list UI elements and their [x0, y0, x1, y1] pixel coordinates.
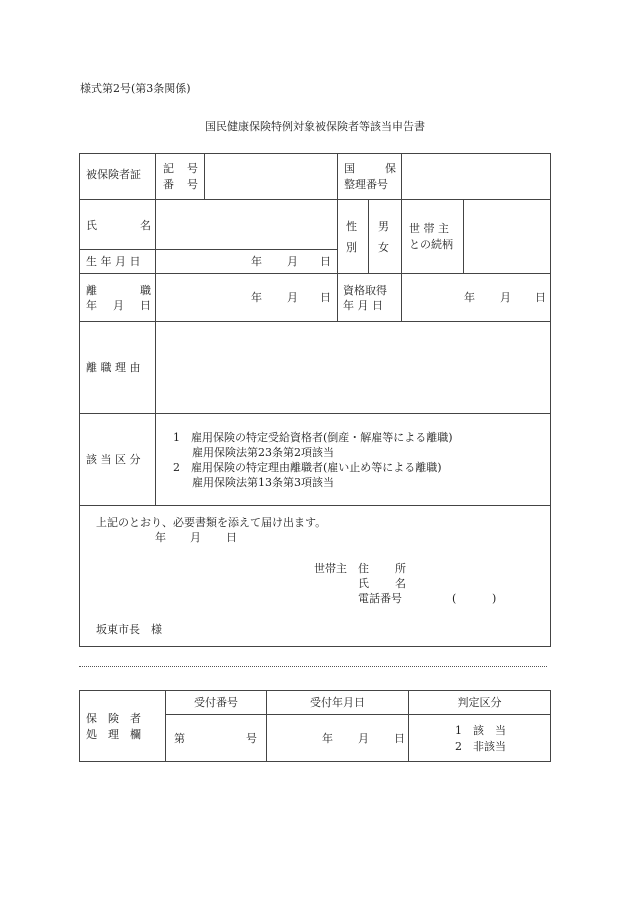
- category-item-2: 2 雇用保険の特定理由離職者(雇い止め等による離職): [173, 461, 442, 474]
- kigo-label: 記: [163, 162, 174, 175]
- insured-card-number-field[interactable]: [205, 154, 336, 199]
- head-name-label-2: 名: [395, 577, 406, 590]
- separation-date-year: 年: [251, 291, 262, 304]
- phone-paren-open: (: [452, 592, 457, 605]
- category-label: 該 当 区 分: [86, 453, 141, 466]
- receipt-month: 月: [358, 732, 369, 745]
- declaration-day: 日: [226, 531, 237, 544]
- reason-label: 離 職 理 由: [86, 361, 141, 374]
- receipt-go-label: 号: [246, 732, 257, 745]
- separation-label-1: 離: [86, 284, 97, 297]
- name-label-1: 氏: [86, 219, 97, 232]
- office-label-1: 保 険 者: [86, 712, 141, 725]
- judgment-option-1[interactable]: 1 該 当: [455, 724, 506, 737]
- kokuho-label-1: 国: [344, 162, 355, 175]
- form-number: 様式第2号(第3条関係): [80, 82, 191, 95]
- address-label-1: 住: [358, 562, 369, 575]
- qualification-day: 日: [535, 291, 546, 304]
- sex-label-1: 性: [346, 220, 357, 233]
- birth-month-label: 月: [287, 255, 298, 268]
- separation-year-label: 年: [86, 299, 97, 312]
- relation-label-1: 世 帯 主: [409, 222, 449, 235]
- office-label-2: 処 理 欄: [86, 728, 141, 741]
- name-field[interactable]: [156, 200, 336, 248]
- form-title: 国民健康保険特例対象被保険者等該当申告書: [205, 120, 425, 133]
- mayor-addressee: 坂東市長 様: [96, 623, 162, 636]
- reason-field[interactable]: [156, 322, 549, 412]
- category-item-1: 1 雇用保険の特定受給資格者(倒産・解雇等による離職): [173, 431, 453, 444]
- kokuho-number-label: 整理番号: [344, 178, 388, 191]
- category-item-2-note: 雇用保険法第13条第3項該当: [192, 476, 334, 489]
- name-label-2: 名: [140, 219, 151, 232]
- kokuho-number-field[interactable]: [402, 154, 549, 199]
- go-label-2: 号: [187, 178, 198, 191]
- declaration-text: 上記のとおり、必要書類を添えて届け出ます。: [96, 516, 327, 529]
- sex-female-option[interactable]: 女: [378, 241, 389, 254]
- sex-label-2: 別: [346, 241, 357, 254]
- head-name-label-1: 氏: [358, 577, 369, 590]
- separation-label-2: 職: [140, 284, 151, 297]
- head-label: 世帯主: [314, 562, 347, 575]
- qualification-month: 月: [500, 291, 511, 304]
- receipt-day: 日: [394, 732, 405, 745]
- birth-year-label: 年: [251, 255, 262, 268]
- qualification-label-1: 資格取得: [343, 284, 387, 297]
- ban-label: 番: [163, 178, 174, 191]
- birthdate-label: 生 年 月 日: [86, 255, 141, 268]
- insured-card-label: 被保険者証: [86, 168, 141, 181]
- go-label-1: 号: [187, 162, 198, 175]
- address-label-2: 所: [395, 562, 406, 575]
- separation-day-label: 日: [140, 299, 151, 312]
- receipt-year: 年: [322, 732, 333, 745]
- cut-line: [79, 666, 547, 667]
- phone-paren-close: ): [492, 592, 497, 605]
- declaration-month: 月: [190, 531, 201, 544]
- relation-label-2: との続柄: [409, 238, 453, 251]
- sex-male-option[interactable]: 男: [378, 220, 389, 233]
- receipt-number-header: 受付番号: [194, 696, 238, 709]
- separation-month-label: 月: [113, 299, 124, 312]
- qualification-year: 年: [464, 291, 475, 304]
- receipt-date-header: 受付年月日: [310, 696, 365, 709]
- kokuho-label-2: 保: [385, 162, 396, 175]
- judgment-header: 判定区分: [457, 696, 502, 709]
- judgment-option-2[interactable]: 2 非該当: [455, 740, 506, 753]
- declaration-year: 年: [155, 531, 166, 544]
- phone-label: 電話番号: [358, 592, 402, 605]
- birth-day-label: 日: [320, 255, 331, 268]
- relation-field[interactable]: [464, 200, 549, 272]
- separation-date-day: 日: [320, 291, 331, 304]
- qualification-label-2: 年 月 日: [343, 299, 383, 312]
- category-item-1-note: 雇用保険法第23条第2項該当: [192, 446, 334, 459]
- separation-date-month: 月: [287, 291, 298, 304]
- receipt-dai-label: 第: [174, 732, 185, 745]
